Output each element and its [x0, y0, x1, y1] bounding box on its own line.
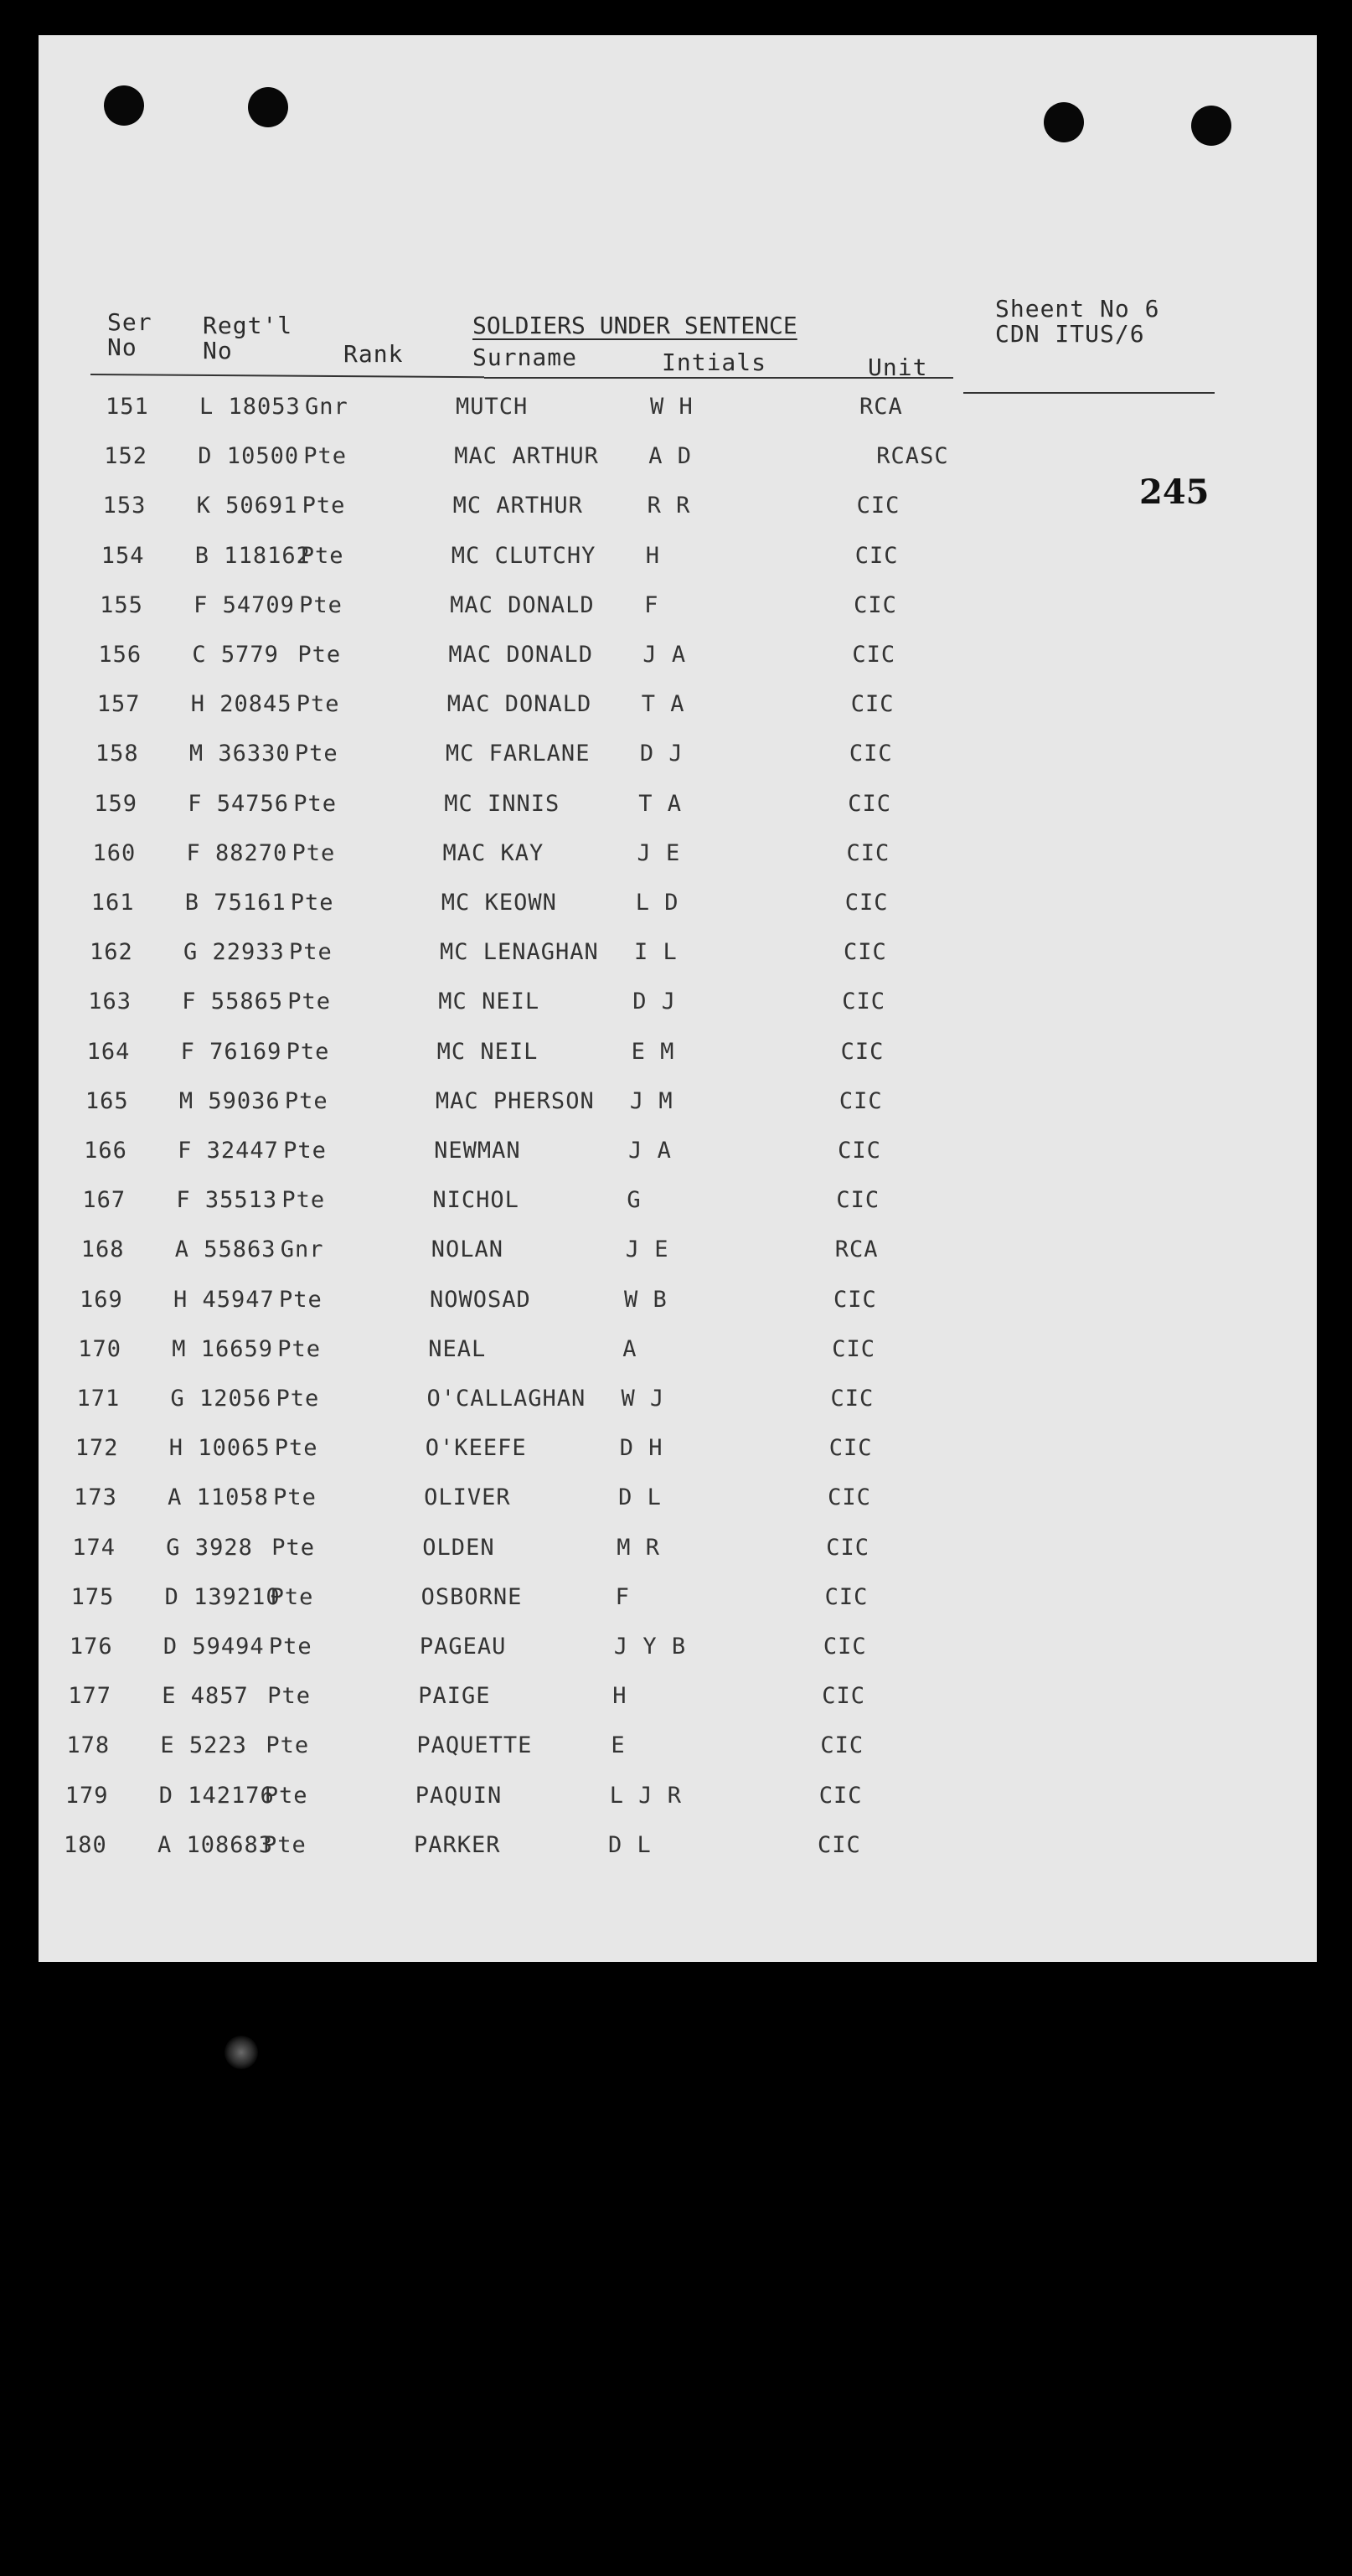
cell-regt: G 3928 [166, 1534, 253, 1561]
table-row [75, 1435, 997, 1464]
cell-surname: MAC DONALD [446, 691, 592, 718]
table-row [95, 741, 1017, 769]
cell-rank: Pte [266, 1732, 310, 1759]
cell-rank: Pte [293, 790, 337, 817]
cell-rank: Pte [273, 1484, 317, 1511]
cell-rank: Pte [302, 493, 346, 519]
cell-ser: 163 [88, 989, 132, 1015]
header-ser-top: Ser [107, 308, 152, 336]
cell-surname: NEAL [428, 1335, 487, 1362]
cell-surname: MUTCH [456, 394, 529, 420]
cell-initials: I L [634, 939, 678, 966]
cell-rank: Pte [292, 839, 336, 866]
cell-surname: PAQUIN [415, 1782, 503, 1809]
header-ser-bottom: No [107, 333, 137, 361]
cell-regt: F 35513 [176, 1187, 278, 1214]
cell-unit: CIC [828, 1484, 871, 1511]
cell-unit: CIC [818, 1782, 863, 1809]
table-row [94, 791, 1015, 819]
cell-regt: E 5223 [160, 1732, 247, 1759]
header-unit: Unit [868, 354, 928, 381]
cell-ser: 157 [96, 691, 141, 718]
table-row [77, 1386, 999, 1414]
cell-unit: CIC [848, 790, 891, 817]
cell-regt: H 10065 [168, 1435, 271, 1462]
cell-ser: 168 [80, 1236, 125, 1263]
cell-regt: A 11058 [168, 1484, 269, 1511]
cell-surname: MC FARLANE [445, 741, 591, 767]
cell-ser: 172 [75, 1435, 119, 1462]
table-row [65, 1783, 987, 1811]
cell-rank: Pte [300, 542, 344, 569]
cell-regt: F 88270 [186, 839, 288, 866]
cell-unit: CIC [856, 493, 900, 519]
cell-rank: Pte [303, 443, 348, 470]
table-row [64, 1832, 985, 1861]
cell-rank: Pte [277, 1335, 321, 1362]
cell-regt: M 59036 [178, 1087, 281, 1114]
cell-regt: M 36330 [188, 741, 291, 767]
cell-rank: Pte [281, 1187, 326, 1214]
cell-initials: W H [650, 394, 694, 420]
cell-surname: O'CALLAGHAN [426, 1386, 586, 1412]
cell-unit: CIC [854, 591, 897, 618]
cell-regt: B 75161 [184, 890, 286, 916]
table-row [104, 443, 1025, 472]
cell-rank: Gnr [280, 1236, 324, 1263]
cell-ser: 177 [68, 1683, 111, 1710]
cell-unit: CIC [852, 642, 896, 668]
cell-surname: MC KEOWN [441, 890, 557, 916]
table-row [82, 1187, 1004, 1216]
cell-initials: T A [638, 790, 682, 817]
cell-surname: PARKER [414, 1831, 501, 1858]
cell-initials: W B [624, 1286, 668, 1313]
cell-rank: Pte [284, 1087, 328, 1114]
cell-surname: OLIVER [424, 1484, 511, 1511]
cell-rank: Pte [279, 1286, 323, 1313]
document-sheet [39, 35, 1317, 1962]
cell-initials: D J [632, 989, 677, 1015]
cell-initials: R R [647, 493, 691, 519]
cell-initials: L J R [609, 1782, 682, 1809]
film-smudge [224, 2036, 258, 2069]
cell-surname: PAIGE [418, 1683, 491, 1710]
cell-rank: Pte [299, 591, 343, 618]
cell-initials: T A [641, 691, 685, 718]
cell-initials: D J [639, 741, 684, 767]
cell-initials: J A [628, 1138, 672, 1164]
cell-ser: 160 [92, 839, 137, 866]
cell-rank: Pte [294, 741, 338, 767]
cell-regt: F 54756 [188, 790, 289, 817]
table-row [81, 1236, 1003, 1265]
cell-ser: 175 [70, 1583, 115, 1610]
cell-rank: Pte [286, 1038, 330, 1065]
cell-unit: RCA [859, 394, 903, 420]
cell-surname: PAQUETTE [416, 1732, 533, 1759]
cell-ser: 167 [82, 1187, 126, 1214]
table-row [84, 1138, 1005, 1166]
cell-regt: F 54709 [194, 591, 295, 618]
cell-surname: MC INNIS [444, 790, 560, 817]
table-row [100, 592, 1021, 621]
cell-regt: F 32447 [178, 1138, 279, 1164]
table-row [71, 1584, 993, 1613]
table-row [87, 1039, 1009, 1067]
cell-ser: 151 [106, 394, 149, 420]
cell-rank: Pte [290, 890, 334, 916]
header-surname: Surname [472, 343, 578, 371]
cell-unit: CIC [818, 1831, 861, 1858]
cell-unit: CIC [826, 1534, 870, 1561]
cell-regt: G 22933 [183, 939, 285, 966]
cell-ser: 162 [90, 939, 133, 966]
cell-rank: Pte [268, 1634, 312, 1660]
table-row [91, 890, 1013, 918]
cell-surname: NOLAN [431, 1236, 503, 1263]
cell-unit: RCA [834, 1236, 879, 1263]
cell-unit: CIC [822, 1683, 865, 1710]
cell-unit: CIC [850, 691, 895, 718]
cell-surname: MC NEIL [438, 989, 540, 1015]
table-row [93, 840, 1014, 869]
table-row [74, 1484, 995, 1513]
cell-initials: E [611, 1732, 626, 1759]
cell-rank: Pte [271, 1534, 316, 1561]
cell-surname: PAGEAU [419, 1634, 507, 1660]
cell-ser: 169 [80, 1286, 123, 1313]
cell-initials: J M [629, 1087, 673, 1114]
cell-surname: MAC PHERSON [435, 1087, 595, 1114]
cell-ser: 155 [100, 591, 143, 618]
cell-unit: CIC [844, 890, 889, 916]
cell-regt: A 55863 [174, 1236, 276, 1263]
cell-ser: 176 [69, 1634, 113, 1660]
cell-regt: H 45947 [173, 1286, 275, 1313]
cell-ser: 179 [65, 1782, 109, 1809]
cell-initials: H [612, 1683, 627, 1710]
cell-initials: E M [631, 1038, 675, 1065]
cell-rank: Pte [296, 691, 340, 718]
cell-ser: 178 [66, 1732, 111, 1759]
cell-initials: J Y B [613, 1634, 687, 1660]
cell-unit: CIC [832, 1335, 875, 1362]
cell-ser: 156 [98, 642, 142, 668]
cell-surname: NOWOSAD [430, 1286, 531, 1313]
cell-regt: A 108683 [157, 1831, 274, 1858]
cell-initials: D L [608, 1831, 652, 1858]
cell-initials: J E [637, 839, 681, 866]
cell-regt: F 76169 [180, 1038, 282, 1065]
cell-ser: 173 [74, 1484, 117, 1511]
cell-surname: MAC ARTHUR [454, 443, 599, 470]
cell-surname: MC NEIL [436, 1038, 539, 1065]
sheet-reference: CDN ITUS/6 [995, 320, 1145, 348]
cell-rank: Gnr [305, 394, 348, 420]
cell-rank: Pte [283, 1138, 327, 1164]
cell-regt: K 50691 [196, 493, 298, 519]
cell-rank: Pte [287, 989, 332, 1015]
cell-initials: W J [621, 1386, 665, 1412]
cell-regt: H 20845 [190, 691, 292, 718]
cell-regt: E 4857 [162, 1683, 249, 1710]
cell-rank: Pte [289, 939, 333, 966]
cell-surname: MAC DONALD [448, 642, 593, 668]
cell-initials: F [615, 1583, 630, 1610]
cell-initials: H [645, 542, 661, 569]
cell-ser: 180 [64, 1831, 107, 1858]
cell-regt: D 10500 [198, 443, 300, 470]
table-row [85, 1088, 1007, 1117]
header-regt-top: Regt'l [203, 312, 293, 339]
cell-ser: 153 [102, 493, 147, 519]
cell-unit: CIC [846, 839, 890, 866]
header-regt-bottom: No [203, 337, 233, 364]
sheet-number: Sheent No 6 [995, 295, 1160, 323]
cell-ser: 170 [78, 1335, 121, 1362]
cell-unit: CIC [839, 1087, 883, 1114]
cell-regt: D 142176 [158, 1782, 275, 1809]
cell-surname: MC ARTHUR [452, 493, 583, 519]
cell-regt: L 18053 [199, 394, 301, 420]
cell-rank: Pte [264, 1782, 308, 1809]
page-stamp-number: 245 [1139, 472, 1210, 512]
cell-unit: RCASC [876, 443, 949, 470]
cell-rank: Pte [263, 1831, 307, 1858]
cell-regt: G 12056 [170, 1386, 272, 1412]
cell-rank: Pte [276, 1386, 320, 1412]
header-initials: Intials [662, 348, 767, 376]
document-title: SOLDIERS UNDER SENTENCE [472, 312, 797, 339]
cell-surname: MAC KAY [442, 839, 544, 866]
cell-unit: CIC [838, 1138, 881, 1164]
cell-unit: CIC [824, 1583, 869, 1610]
cell-surname: MAC DONALD [450, 591, 595, 618]
cell-ser: 171 [76, 1386, 121, 1412]
cell-ser: 174 [72, 1534, 116, 1561]
table-row [98, 642, 1019, 670]
cell-unit: CIC [849, 741, 893, 767]
cell-regt: M 16659 [172, 1335, 273, 1362]
cell-ser: 166 [84, 1138, 127, 1164]
table-row [66, 1732, 988, 1761]
cell-unit: CIC [823, 1634, 867, 1660]
cell-unit: CIC [830, 1386, 875, 1412]
cell-unit: CIC [854, 542, 899, 569]
cell-regt: D 59494 [163, 1634, 265, 1660]
header-rank: Rank [343, 340, 404, 368]
cell-initials: D H [619, 1435, 663, 1462]
cell-unit: CIC [828, 1435, 873, 1462]
table-row [106, 394, 1027, 422]
cell-surname: O'KEEFE [425, 1435, 527, 1462]
cell-ser: 164 [86, 1038, 131, 1065]
table-row [101, 543, 1023, 571]
cell-ser: 158 [95, 741, 139, 767]
cell-initials: G [627, 1187, 642, 1214]
cell-initials: D L [618, 1484, 662, 1511]
cell-regt: C 5779 [192, 642, 279, 668]
cell-initials: A D [648, 443, 693, 470]
cell-unit: CIC [840, 1038, 885, 1065]
table-row [80, 1287, 1001, 1315]
cell-regt: F 55865 [182, 989, 284, 1015]
cell-rank: Pte [270, 1583, 314, 1610]
table-row [97, 691, 1019, 720]
cell-unit: CIC [836, 1187, 880, 1214]
table-row [103, 493, 1024, 521]
cell-ser: 152 [104, 443, 148, 470]
cell-surname: OLDEN [422, 1534, 495, 1561]
cell-initials: A [622, 1335, 637, 1362]
cell-surname: OSBORNE [421, 1583, 523, 1610]
table-row [78, 1336, 999, 1365]
cell-regt: D 139210 [164, 1583, 281, 1610]
cell-unit: CIC [833, 1286, 877, 1313]
cell-ser: 161 [90, 890, 135, 916]
cell-surname: MC CLUTCHY [451, 542, 596, 569]
cell-rank: Pte [267, 1683, 311, 1710]
cell-regt: B 118162 [194, 542, 311, 569]
soldier-rows [39, 35, 1317, 1962]
cell-initials: F [644, 591, 659, 618]
cell-initials: J E [625, 1236, 669, 1263]
cell-ser: 165 [85, 1087, 129, 1114]
table-row [70, 1634, 991, 1662]
cell-surname: NEWMAN [434, 1138, 521, 1164]
table-row [90, 939, 1011, 968]
cell-unit: CIC [844, 939, 887, 966]
cell-unit: CIC [842, 989, 886, 1015]
table-row [72, 1535, 993, 1563]
cell-surname: MC LENAGHAN [440, 939, 599, 966]
cell-rank: Pte [297, 642, 342, 668]
cell-initials: L D [635, 890, 679, 916]
cell-initials: M R [617, 1534, 661, 1561]
cell-rank: Pte [274, 1435, 318, 1462]
table-row [68, 1683, 989, 1711]
cell-ser: 159 [94, 790, 137, 817]
cell-surname: NICHOL [432, 1187, 519, 1214]
table-row [88, 989, 1009, 1017]
cell-unit: CIC [820, 1732, 864, 1759]
cell-initials: J A [642, 642, 687, 668]
cell-ser: 154 [101, 542, 145, 569]
